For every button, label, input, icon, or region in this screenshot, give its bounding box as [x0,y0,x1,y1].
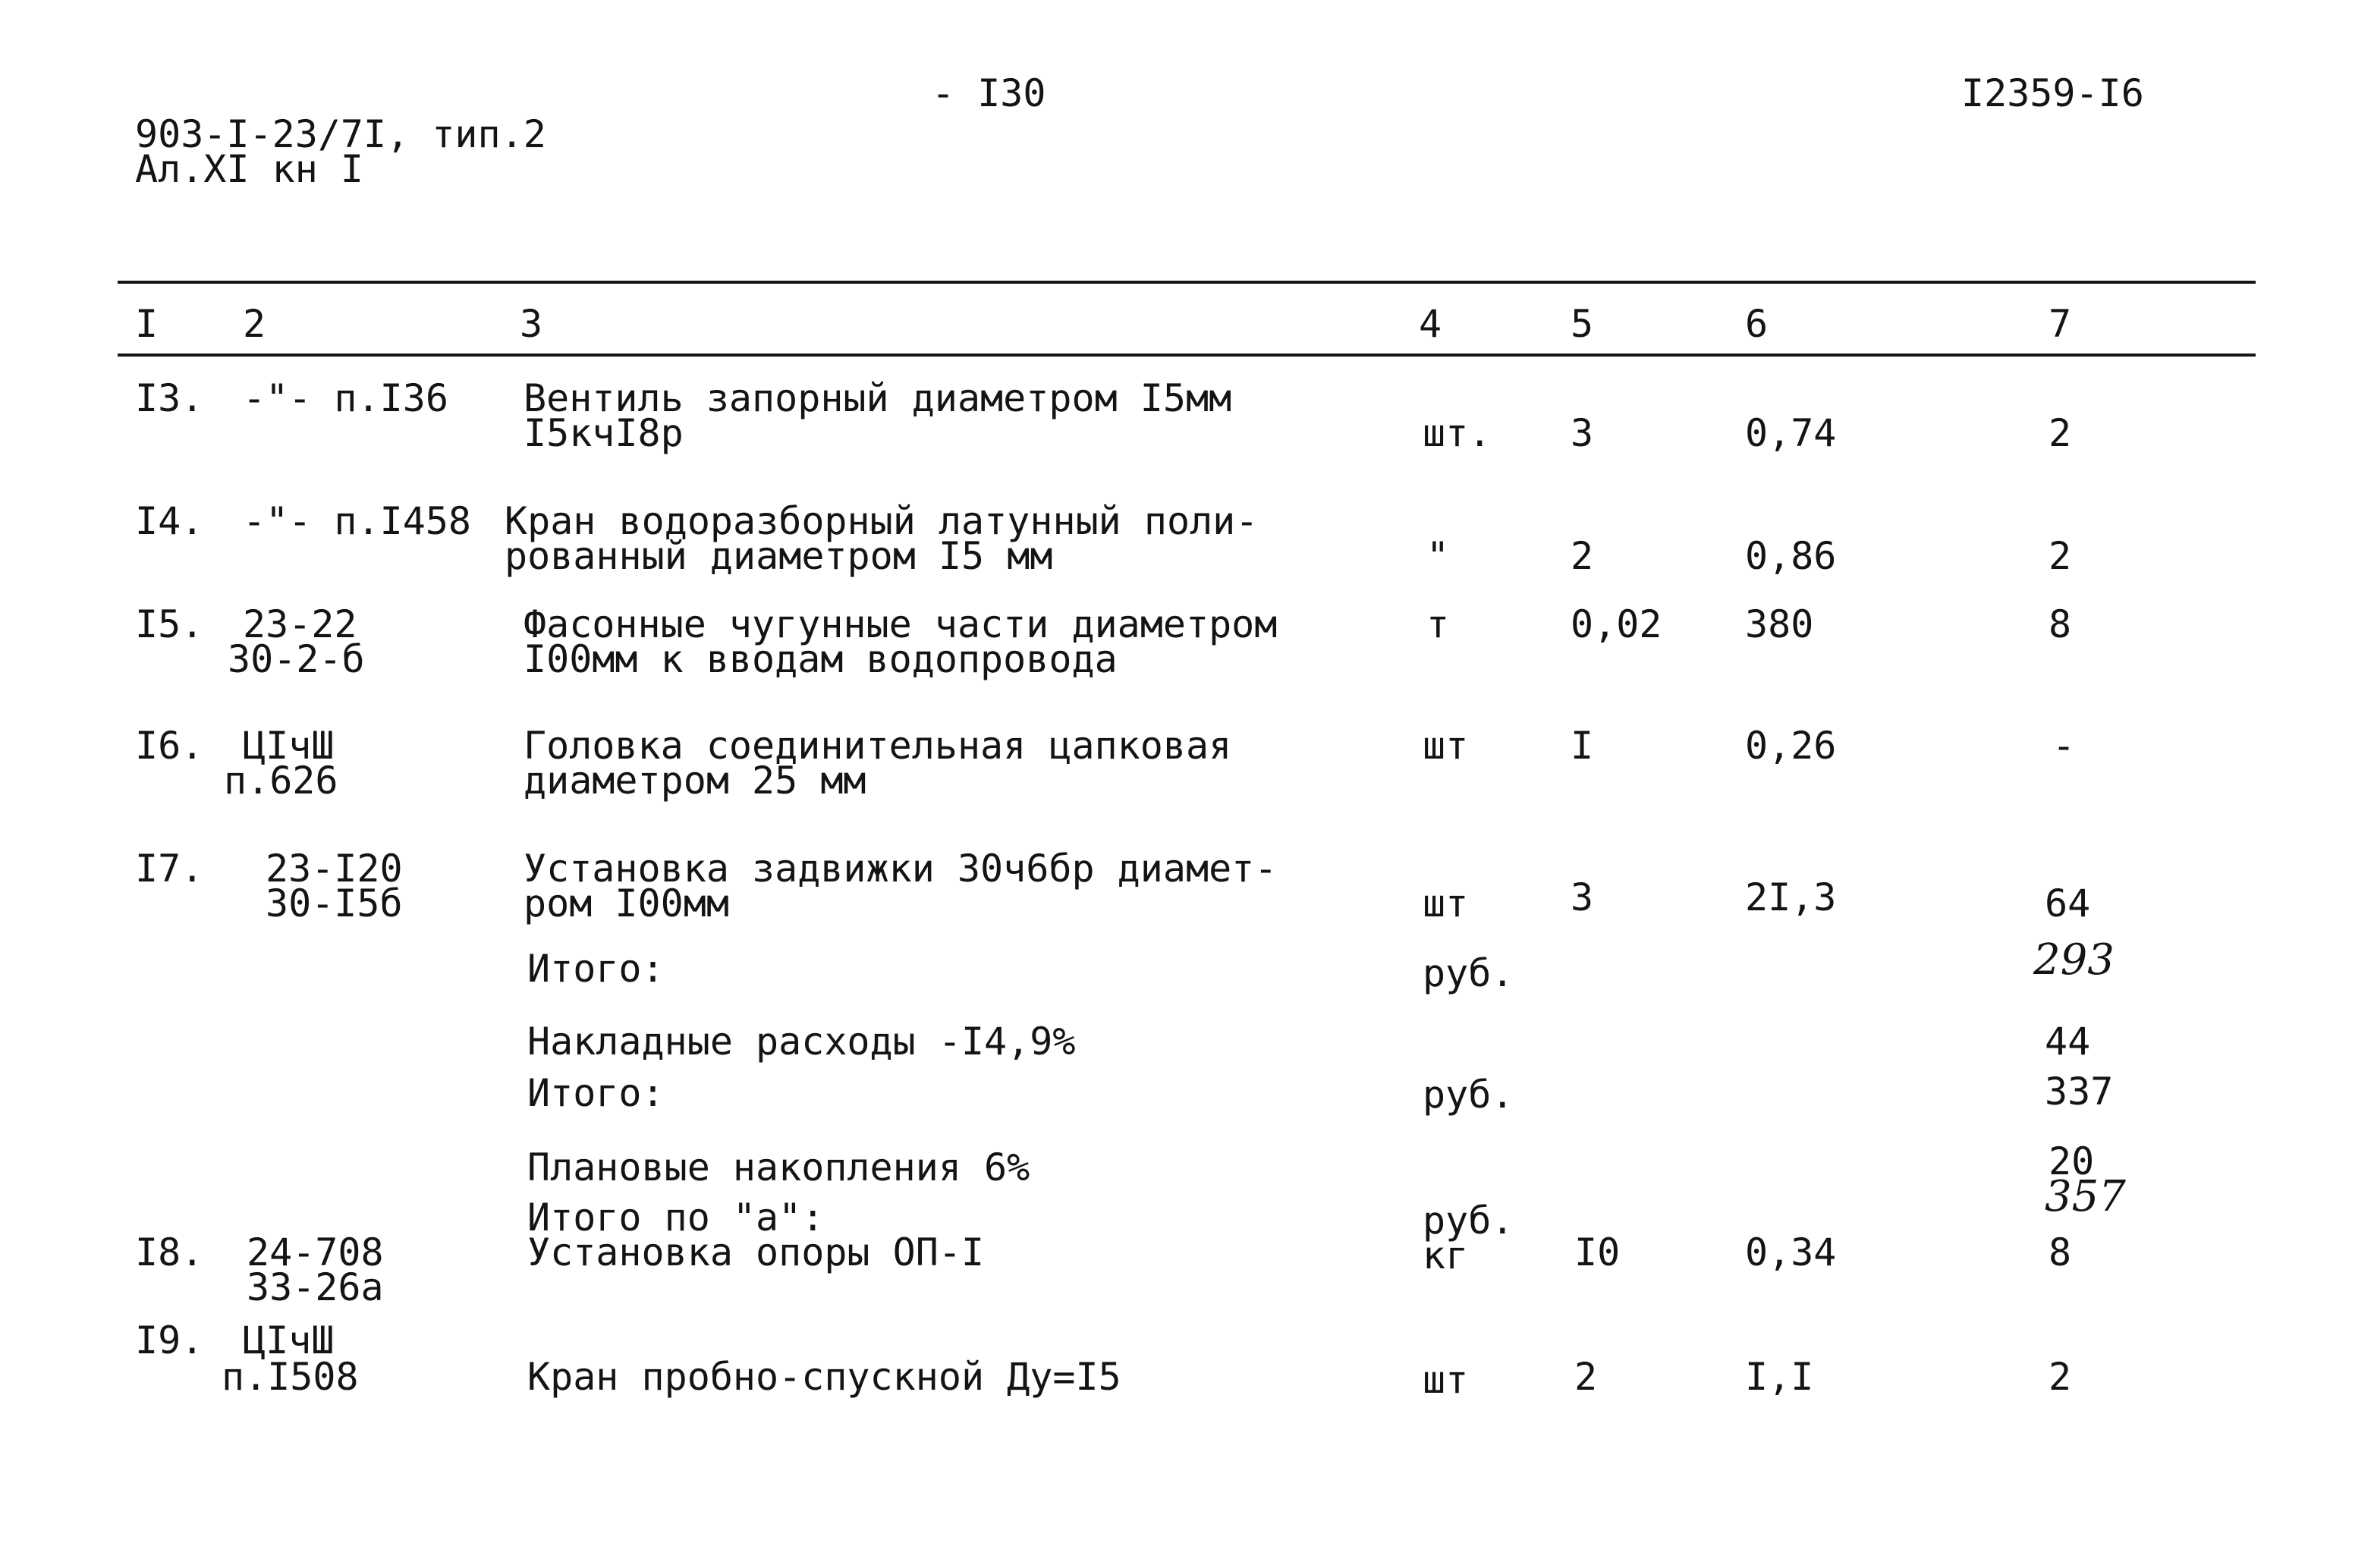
row-quantity: 3 [1571,411,1594,455]
row-reference: 23-I20 [266,847,403,891]
row-reference: п.626 [224,759,338,803]
sheet-code: I2359-I6 [1961,71,2144,115]
row-unit: " [1426,534,1450,578]
column-header-5: 5 [1571,302,1594,346]
album-reference: Ал.XI кн I [135,147,364,191]
planned-savings-value: 20 [2049,1139,2095,1183]
row-description: диаметром 25 мм [524,759,866,803]
row-unit-price: 2I,3 [1745,875,1837,919]
row-reference: 24-708 [247,1230,384,1274]
row-description: рованный диаметром I5 мм [505,534,1053,578]
row-description: Установка задвижки 30ч6бр диамет- [524,847,1278,891]
row-reference: 30-I5б [266,881,403,925]
row-unit-price: 380 [1745,602,1814,646]
row-description: Вентиль запорный диаметром I5мм [524,376,1232,420]
column-header-4: 4 [1419,302,1442,346]
row-unit-price: 0,74 [1745,411,1837,455]
row-quantity: 2 [1571,534,1594,578]
row-quantity: 2 [1574,1355,1598,1399]
row-number: I6. [135,724,204,768]
subtotal-value: 337 [2045,1070,2114,1114]
row-number: I9. [135,1318,204,1362]
subtotal-value: 293 [2033,935,2115,985]
row-description: Кран пробно-спускной Ду=I5 [527,1355,1121,1399]
row-number: I4. [135,499,204,543]
row-quantity: I0 [1574,1230,1621,1274]
table-header-rule [118,354,2256,357]
document-code: 903-I-23/7I, тип.2 [135,112,546,156]
row-number: I3. [135,376,204,420]
table-top-rule [118,281,2256,284]
row-reference: п.I508 [222,1355,359,1399]
row-total: 8 [2049,602,2072,646]
row-unit: кг [1423,1233,1469,1277]
row-unit: т [1426,602,1450,646]
row-description: ром I00мм [524,881,729,925]
row-unit: шт. [1423,411,1492,455]
column-header-3: 3 [520,302,543,346]
row-quantity: I [1571,724,1594,768]
row-total: - [2052,724,2076,768]
row-total: 2 [2049,1355,2072,1399]
planned-savings-label: Плановые накопления 6% [527,1145,1030,1189]
subtotal-label: Итого: [527,1071,665,1115]
row-number: I8. [135,1230,204,1274]
row-reference: 33-26а [247,1265,384,1309]
row-quantity: 3 [1571,875,1594,919]
page-number: - I30 [932,71,1046,115]
row-reference: 30-2-б [228,637,365,681]
column-header-1: I [135,302,159,346]
column-header-7: 7 [2049,302,2072,346]
subtotal-unit: руб. [1423,1073,1514,1117]
column-header-2: 2 [243,302,266,346]
row-reference: ЦIчШ [243,1318,335,1362]
row-description: Установка опоры ОП-I [527,1230,985,1274]
row-description: I5кчI8р [524,411,684,455]
row-description: Фасонные чугунные части диаметром [524,602,1278,646]
row-reference: -"- п.I458 [243,499,472,543]
row-total: 64 [2045,881,2091,925]
subtotal-unit: руб. [1423,951,1514,995]
row-unit-price: I,I [1745,1355,1814,1399]
column-header-6: 6 [1745,302,1769,346]
total-a-value: 357 [2045,1172,2126,1221]
subtotal-label: Итого: [527,947,665,991]
row-number: I5. [135,602,204,646]
row-description: Головка соединительная цапковая [524,724,1232,768]
row-total: 2 [2049,534,2072,578]
total-a-unit: руб. [1423,1199,1514,1243]
row-quantity: 0,02 [1571,602,1662,646]
row-reference: ЦIчШ [243,724,335,768]
row-unit-price: 0,86 [1745,534,1837,578]
row-total: 2 [2049,411,2072,455]
overhead-value: 44 [2045,1020,2091,1064]
overhead-label: Накладные расходы -I4,9% [527,1020,1076,1064]
row-reference: 23-22 [243,602,357,646]
row-total: 8 [2049,1230,2072,1274]
row-unit-price: 0,34 [1745,1230,1837,1274]
row-description: Кран водоразборный латунный поли- [505,499,1259,543]
row-reference: -"- п.I36 [243,376,448,420]
row-unit-price: 0,26 [1745,724,1837,768]
row-unit: шт [1423,1358,1469,1402]
row-number: I7. [135,847,204,891]
total-a-label: Итого по "а": [527,1196,825,1240]
row-unit: шт [1423,881,1469,925]
row-description: I00мм к вводам водопровода [524,637,1118,681]
row-unit: шт [1423,724,1469,768]
